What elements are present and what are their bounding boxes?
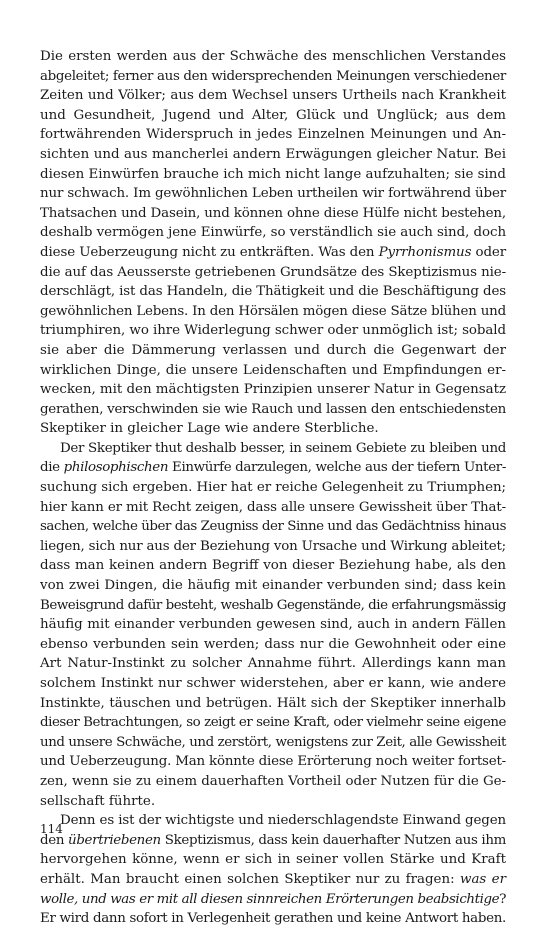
text-line xyxy=(40,556,506,576)
text-line xyxy=(40,850,506,870)
text-segment: sachen, welche über das Zeugniss der Sinne und das Gedächtniss hinaus xyxy=(40,519,507,535)
text-segment: wirklichen Dinge, die unsere Leidenschaften und Empfindungen er- xyxy=(40,362,506,378)
text-segment: triumphiren, wo ihre Widerlegung schwer oder unmöglich ist; sobald xyxy=(40,323,506,339)
text-segment: Skeptiker in gleicher Lage wie andere Sterbliche. xyxy=(40,421,379,437)
text-line xyxy=(40,615,506,635)
text-segment: suchung sich ergeben. Hier hat er reiche Gelegenheit zu Triumphen; xyxy=(40,480,506,496)
text-line xyxy=(40,380,506,400)
text-segment: derschlägt, ist das Handeln, die Thätigkeit und die Beschäftigung des xyxy=(40,284,507,300)
text-segment: erhält. Man braucht einen solchen Skeptiker nur zu fragen: xyxy=(40,871,460,887)
text-segment: Zeiten und Völker; aus dem Wechsel unsers Urtheils nach Krankheit xyxy=(40,88,506,104)
text-line xyxy=(40,635,506,655)
text-segment: Skeptizismus, dass kein dauerhafter Nutzen aus ihm xyxy=(160,832,506,848)
text-line xyxy=(40,419,506,439)
italic-text: was er xyxy=(459,871,506,887)
text-segment: Er wird dann sofort in Verlegenheit gerathen und keine Antwort haben. xyxy=(40,911,506,927)
text-segment: dieser Betrachtungen, so zeigt er seine Kraft, oder vielmehr seine eigene xyxy=(40,715,506,731)
text-segment: sie aber die Dämmerung verlassen und durch die Gegenwart der xyxy=(40,342,506,358)
text-segment: den xyxy=(40,832,69,848)
italic-text: Pyrrhonismus xyxy=(378,244,472,260)
italic-text: übertriebenen xyxy=(68,832,161,848)
text-line xyxy=(40,243,506,263)
text-segment: und Ueberzeugung. Man könnte diese Erörterung noch weiter fortset- xyxy=(40,754,506,770)
text-line xyxy=(40,890,506,910)
text-segment: Einwürfe darzulegen, welche aus der tiefern Unter- xyxy=(168,460,506,476)
text-line xyxy=(40,67,506,87)
text-segment: Thatsachen und Dasein, und können ohne diese Hülfe nicht bestehen, xyxy=(40,205,507,221)
text-segment: nur schwach. Im gewöhnlichen Leben urtheilen wir fortwährend über xyxy=(40,186,506,202)
text-segment: solchem Instinkt nur schwer widerstehen, aber er kann, wie andere xyxy=(40,676,506,691)
text-line xyxy=(40,713,506,733)
text-line xyxy=(40,204,506,224)
text-segment: hervorgehen könne, wenn er sich in seiner vollen Stärke und Kraft xyxy=(40,852,506,868)
text-segment: sellschaft führte. xyxy=(40,793,156,809)
text-line xyxy=(40,106,506,126)
text-line xyxy=(40,47,506,67)
text-segment: und Gesundheit, Jugend und Alter, Glück und Unglück; aus dem xyxy=(40,107,506,123)
text-line xyxy=(40,596,506,616)
text-line xyxy=(40,86,506,106)
text-segment: Der Skeptiker thut deshalb besser, in seinem Gebiete zu bleiben und xyxy=(60,440,507,456)
text-segment: von zwei Dingen, die häufig mit einander verbunden sind; dass kein xyxy=(40,578,506,594)
text-segment: wecken, mit den mächtigsten Prinzipien unserer Natur in Gegensatz xyxy=(40,382,507,398)
text-segment: abgeleitet; ferner aus den widersprechenden Meinungen verschiedener xyxy=(40,68,506,84)
text-line xyxy=(40,165,506,185)
text-segment: oder xyxy=(471,244,507,260)
text-line xyxy=(40,831,506,851)
text-line xyxy=(40,223,506,243)
text-segment: gerathen, verschwinden sie wie Rauch und lassen den entschiedensten xyxy=(40,401,506,417)
text-line xyxy=(40,145,506,165)
text-line xyxy=(40,400,506,420)
text-segment: ? xyxy=(499,891,506,907)
text-segment: Art Natur-Instinkt zu solcher Annahme führt. Allerdings kann man xyxy=(40,656,506,672)
text-line xyxy=(40,458,506,478)
text-segment: häufig mit einander verbunden gewesen sind, auch in andern Fällen xyxy=(40,617,506,633)
text-line xyxy=(40,125,506,145)
text-segment: liegen, sich nur aus der Beziehung von Ursache und Wirkung ableitet; xyxy=(40,538,507,554)
text-line xyxy=(40,733,506,753)
text-segment: gewöhnlichen Lebens. In den Hörsälen mögen diese Sätze blühen und xyxy=(40,303,506,319)
text-segment: Die ersten werden aus der Schwäche des menschlichen Verstandes xyxy=(40,49,506,64)
page-number: 114 xyxy=(40,822,63,836)
text-line xyxy=(40,772,506,792)
text-line xyxy=(40,792,506,812)
text-segment: deshalb vermögen jene Einwürfe, so verständlich sie auch sind, doch xyxy=(40,225,507,241)
text-segment: hier kann er mit Recht zeigen, dass alle unsere Gewissheit über That- xyxy=(40,499,506,515)
text-line xyxy=(40,694,506,714)
text-segment: ebenso verbunden sein werden; dass nur die Gewohnheit oder eine xyxy=(40,636,506,652)
text-line xyxy=(40,752,506,772)
text-line xyxy=(40,184,506,204)
text-line xyxy=(40,282,506,302)
text-segment: Denn es ist der wichtigste und niederschlagendste Einwand gegen xyxy=(60,813,507,829)
italic-text: philosophischen xyxy=(63,460,169,476)
text-line xyxy=(40,498,506,518)
text-segment: Beweisgrund dafür besteht, weshalb Gegenstände, die erfahrungsmässig xyxy=(40,597,506,613)
body-text xyxy=(40,47,506,929)
text-line xyxy=(40,654,506,674)
text-line xyxy=(40,537,506,557)
text-segment: und unsere Schwäche, und zerstört, wenigstens zur Zeit, alle Gewissheit xyxy=(40,734,506,750)
text-line xyxy=(40,439,506,459)
text-segment: sichten und aus mancherlei andern Erwägungen gleicher Natur. Bei xyxy=(40,146,506,162)
text-segment: diese Ueberzeugung nicht zu entkräften. Was den xyxy=(40,244,379,260)
text-segment: dass man keinen andern Begriff von dieser Beziehung habe, als den xyxy=(40,558,506,574)
text-line xyxy=(40,576,506,596)
text-line xyxy=(40,517,506,537)
italic-text: wolle, und was er mit all diesen sinnreichen Erörterungen beabsichtige xyxy=(40,891,500,907)
text-segment: fortwährenden Widerspruch in jedes Einzelnen Meinungen und An- xyxy=(40,127,506,143)
text-line xyxy=(40,674,506,694)
text-line xyxy=(40,321,506,341)
text-line xyxy=(40,263,506,283)
text-line xyxy=(40,302,506,322)
text-segment: diesen Einwürfen brauche ich mich nicht lange aufzuhalten; sie sind xyxy=(40,166,506,182)
text-segment: die auf das Aeusserste getriebenen Grundsätze des Skeptizismus nie- xyxy=(40,264,506,280)
text-line xyxy=(40,909,506,929)
text-segment: Instinkte, täuschen und betrügen. Hält sich der Skeptiker innerhalb xyxy=(40,695,506,711)
text-segment: die xyxy=(40,460,64,476)
text-line xyxy=(40,478,506,498)
text-line xyxy=(40,361,506,381)
text-line xyxy=(40,341,506,361)
text-line xyxy=(40,811,506,831)
text-segment: zen, wenn sie zu einem dauerhaften Vortheil oder Nutzen für die Ge- xyxy=(40,773,506,789)
